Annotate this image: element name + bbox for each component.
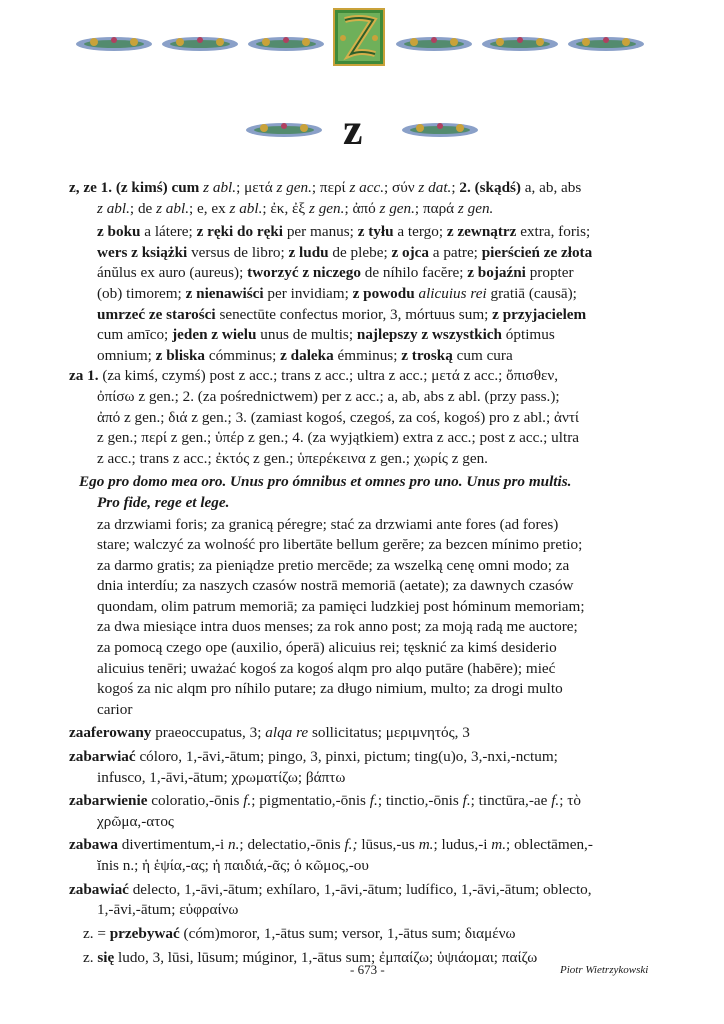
- grammar-note: m.: [418, 836, 434, 854]
- text: ; oblectāmen,-: [506, 836, 593, 854]
- text: delecto, 1,-āvi,-ātum; exhílaro, 1,-āvi,-ātum; ludífico, 1,-āvi,-ātum; oblecto,: [128, 880, 592, 898]
- phrase: pierścień ze złota: [481, 243, 593, 261]
- text: z gen.; περί z gen.; ὑπέρ z gen.; 4. (za wyjątkiem) extra z acc.; post z acc.; ultra: [97, 429, 580, 447]
- phrase: umrzeć ze starości: [97, 305, 216, 323]
- grammar-note: z gen.: [309, 199, 345, 217]
- page-number: - 673 -: [350, 962, 385, 977]
- phrase: wers z książki: [97, 243, 188, 261]
- text: extra, foris;: [516, 223, 591, 241]
- motto-line: Ego pro domo mea oro. Unus pro ómnibus et omnes pro uno. Unus pro multis.: [79, 473, 572, 491]
- text: propter: [525, 264, 574, 282]
- text: z.: [83, 949, 98, 967]
- headword: z, ze 1.: [69, 179, 113, 196]
- text: ἀπό z gen.; διά z gen.; 3. (zamiast kogoś, czegoś, za coś, kogoś) pro z abl.; ἀντί: [97, 408, 580, 426]
- grammar-note: n.: [228, 836, 240, 854]
- text: cómminus;: [205, 346, 281, 364]
- grammar-note: z gen.: [276, 179, 312, 196]
- text: ; e, ex: [189, 199, 230, 217]
- phrase: najlepszy z wszystkich: [356, 326, 502, 344]
- floral-ornament: [246, 30, 326, 56]
- grammar-note: f.: [369, 792, 378, 810]
- text: ludo, 3, lūsi, lūsum; múginor, 1,-ātus sum; ἐμπαίζω; ὑψιάομαι; παίζω: [114, 949, 538, 967]
- floral-ornament: [160, 30, 240, 56]
- entry-zaaferowany: [69, 723, 659, 744]
- entry-zabarwiac: [69, 747, 659, 788]
- text: χρῶμα,-ατος: [97, 812, 174, 830]
- grammar-note: z gen.: [379, 199, 415, 217]
- motto-line: Pro fide, rege et lege.: [97, 493, 230, 511]
- text: émminus;: [333, 346, 402, 364]
- text: dnia interdíu; za naszych czasów nostrā memoriā (aetate); za dawnych czasów: [97, 577, 574, 595]
- text: ánŭlus ex auro (aureus);: [97, 264, 248, 282]
- text: sollicitatus; μεριμνητός, 3: [308, 724, 470, 742]
- text: ; pigmentatio,-ōnis: [251, 792, 370, 810]
- text: ; σύν: [384, 179, 419, 196]
- phrase: z ludu: [288, 243, 329, 261]
- text: a, ab, abs: [521, 179, 582, 196]
- floral-ornament: [74, 30, 154, 56]
- phrase: z bliska: [155, 346, 206, 364]
- phrase: z tyłu: [357, 223, 394, 241]
- entry-zabawiac: [69, 880, 659, 921]
- text: versus de libro;: [187, 243, 289, 261]
- page-footer: [0, 962, 724, 982]
- text: ὀπίσω z gen.; 2. (za pośrednictwem) per z acc.; a, ab, abs z abl. (przy pass.);: [97, 387, 560, 405]
- grammar-note: z abl.: [229, 199, 263, 217]
- headword: zabarwiać: [69, 748, 136, 766]
- text: divertimentum,-i: [117, 836, 229, 854]
- grammar-note: f.: [243, 792, 252, 810]
- sense-label: (z kimś) cum: [112, 179, 204, 196]
- text: ; ἀπό: [344, 199, 380, 217]
- text: (za kimś, czymś) post z acc.; trans z acc.; ultra z acc.; μετά z acc.; ὄπισθεν,: [98, 367, 559, 385]
- entry-z-ze: [69, 178, 659, 219]
- decorative-initial-z: [333, 8, 385, 66]
- entry-z-przebywac: [69, 924, 659, 945]
- grammar-note: z dat.: [418, 179, 452, 196]
- text: (ob) timorem;: [97, 284, 186, 302]
- grammar-note: z gen.: [457, 199, 494, 217]
- text: ĭnis n.; ἡ ἑψία,-ας; ἡ παιδιά,-ᾶς; ὁ κῶμος,-ου: [97, 857, 369, 874]
- grammar-note: alicuius rei: [418, 284, 487, 302]
- text: ; περί: [311, 179, 350, 196]
- text: de níhilo facĕre;: [361, 264, 468, 282]
- text: za darmo gratis; za pieniądze pretio mercēde; za wszelką cenę omni modo; za: [97, 556, 570, 574]
- text: unus de multis;: [256, 326, 357, 344]
- headword: zabawiać: [69, 880, 129, 898]
- text: ; delectatio,-ōnis: [239, 836, 345, 854]
- text: infusco, 1,-āvi,-ātum; χρωματίζω; βάπτω: [97, 768, 346, 786]
- text: ; παρά: [414, 199, 458, 217]
- text: cum cura: [452, 346, 513, 364]
- text: a tergo;: [393, 223, 447, 241]
- sense-number: 2.: [459, 179, 471, 196]
- phrase: z bojaźni: [467, 264, 526, 282]
- text: quondam, olim patrum memoriā; za pamięci ludzkiej post hóminum memoriam;: [97, 597, 585, 615]
- section-letter: z: [343, 105, 363, 154]
- text: lūsus,-us: [357, 836, 419, 854]
- text: stare; walczyć za wolność pro libertāte bellum gerĕre; za bezcen mínimo pretio;: [97, 536, 583, 554]
- text: za dwa miesiące intra duos menses; za rok anno post; za moją radą me auctore;: [97, 618, 578, 636]
- text: per invidiam;: [263, 284, 353, 302]
- headword: się: [97, 949, 115, 967]
- headword: za 1.: [69, 367, 99, 385]
- grammar-note: z acc.: [349, 179, 385, 196]
- text: a látere;: [140, 223, 197, 241]
- text: ; ludus,-i: [433, 836, 492, 854]
- headword: przebywać: [109, 924, 180, 942]
- text: carior: [97, 700, 133, 718]
- text: z acc.; trans z acc.; ἐκτός z gen.; ὑπερέκεινα z gen.; χωρίς z gen.: [97, 449, 488, 467]
- grammar-note: alqa re: [265, 724, 309, 742]
- grammar-note: z abl.: [97, 199, 130, 217]
- entry-z-examples: [69, 222, 659, 366]
- grammar-note: f.;: [344, 836, 358, 854]
- phrase: z daleka: [280, 346, 334, 364]
- text: omnium;: [97, 346, 156, 364]
- grammar-note: f.: [462, 792, 471, 810]
- text: za pomocą czego ope (auxilio, óperā) alicuius rei; tęsknić za kimś desiderio: [97, 639, 557, 657]
- headword: zaaferowany: [69, 724, 152, 742]
- phrase: z ręki do ręki: [196, 223, 284, 241]
- text: alicuius tenēri; uważać kogoś za kogoś alqm pro alqo putāre (habēre); mieć: [97, 659, 556, 677]
- grammar-note: m.: [491, 836, 507, 854]
- grammar-note: z abl.: [203, 179, 237, 196]
- phrase: z troską: [401, 346, 453, 364]
- text: cóloro, 1,-āvi,-ātum; pingo, 3, pinxi, pictum; ting(u)o, 3,-nxi,-nctum;: [135, 748, 558, 766]
- phrase: z powodu: [352, 284, 415, 302]
- grammar-note: f.: [551, 792, 560, 810]
- text: a patre;: [429, 243, 482, 261]
- entry-za-examples: [69, 515, 659, 721]
- floral-ornament: [244, 116, 324, 142]
- phrase: jeden z wielu: [172, 326, 257, 344]
- section-heading: [0, 102, 724, 158]
- text: ; tinctio,-ōnis: [377, 792, 463, 810]
- text: ; ἐκ, ἐξ: [262, 199, 309, 217]
- text: ;: [451, 179, 460, 196]
- headword: zabarwienie: [69, 792, 148, 810]
- top-banner: [0, 6, 724, 66]
- text: ; τὸ: [559, 792, 581, 810]
- sense-label: (skądś): [470, 179, 521, 196]
- phrase: z nienawiści: [185, 284, 264, 302]
- text: cum amīco;: [97, 326, 173, 344]
- text: ; de: [129, 199, 157, 217]
- text: de plebe;: [328, 243, 392, 261]
- text: z. =: [83, 924, 110, 942]
- text: gratiā (causā);: [486, 284, 577, 302]
- phrase: z boku: [97, 223, 141, 241]
- text: per manus;: [283, 223, 358, 241]
- text: (cóm)moror, 1,-ātus sum; versor, 1,-ātus sum; διαμένω: [179, 924, 516, 942]
- text: ; μετά: [236, 179, 277, 196]
- headword: zabawa: [69, 836, 118, 854]
- floral-ornament: [400, 116, 480, 142]
- floral-ornament: [480, 30, 560, 56]
- text: praeoccupatus, 3;: [151, 724, 266, 742]
- text: 1,-āvi,-ātum; εὐφραίνω: [97, 901, 239, 919]
- entry-za: [69, 366, 659, 469]
- entry-zabarwienie: [69, 791, 659, 832]
- floral-ornament: [566, 30, 646, 56]
- text: óptimus: [502, 326, 555, 344]
- floral-ornament: [394, 30, 474, 56]
- grammar-note: z abl.: [156, 199, 189, 217]
- phrase: z ojca: [391, 243, 429, 261]
- dictionary-text: [69, 178, 659, 969]
- phrase: z zewnątrz: [446, 223, 517, 241]
- entry-zabawa: [69, 835, 659, 876]
- text: ; tinctūra,-ae: [470, 792, 552, 810]
- text: senectūte confectus morior, 3, mórtuus sum;: [215, 305, 493, 323]
- phrase: z przyjacielem: [492, 305, 587, 323]
- text: za drzwiami foris; za granicą péregre; stać za drzwiami ante fores (ad fores): [97, 515, 559, 533]
- text: coloratio,-ōnis: [147, 792, 244, 810]
- text: kogoś za nic alqm pro níhilo putare; za długo nimium, multo; za drogi multo: [97, 680, 563, 698]
- author-name: Piotr Wietrzykowski: [560, 964, 649, 976]
- phrase: tworzyć z niczego: [247, 264, 361, 282]
